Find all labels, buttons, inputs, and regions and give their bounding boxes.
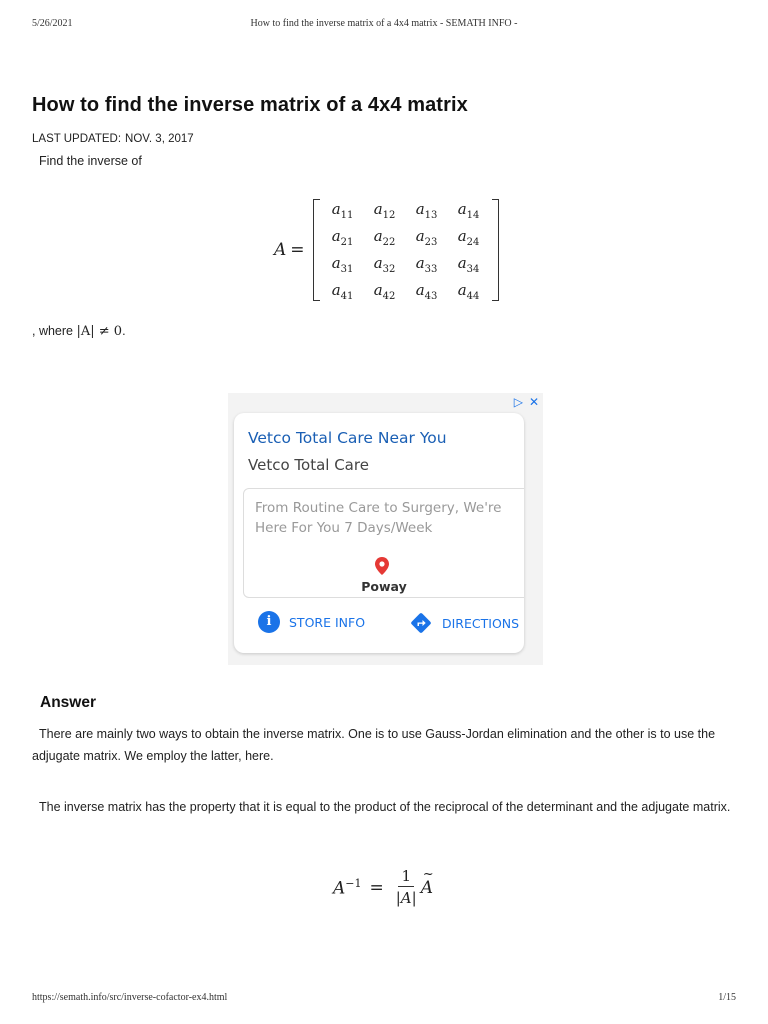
matrix-cell — [364, 196, 406, 223]
matrix-cell-symbol: a — [373, 227, 383, 245]
print-date: 5/26/2021 — [32, 18, 73, 29]
matrix-cell-symbol: a — [373, 254, 383, 272]
paragraph-property: The inverse matrix has the property that it is equal to the product of the reciprocal of the determinant and the adjugate matrix. — [39, 800, 731, 814]
matrix-cell-index: 32 — [382, 264, 396, 275]
formula-fraction — [396, 866, 417, 909]
matrix-grid — [320, 196, 492, 304]
matrix-cell-index: 12 — [382, 210, 396, 221]
print-page-number: 1/15 — [718, 992, 736, 1003]
matrix-lhs — [274, 240, 305, 260]
matrix-cell-index: 41 — [340, 291, 354, 302]
matrix-cell — [406, 196, 448, 223]
matrix-cell — [448, 196, 490, 223]
ad-advertiser: Vetco Total Care — [248, 456, 369, 474]
last-updated — [32, 133, 198, 145]
print-footer — [32, 992, 736, 1006]
store-info-button[interactable] — [258, 611, 365, 633]
print-doc-title: How to find the inverse matrix of a 4x4 matrix - SEMATH INFO - — [250, 18, 518, 29]
matrix-cell — [322, 277, 364, 304]
ad-description-box — [243, 488, 524, 598]
matrix-cell — [448, 250, 490, 277]
matrix-cell-symbol: a — [331, 281, 341, 299]
intro-text: Find the inverse of — [39, 154, 142, 168]
matrix-cell-symbol: a — [331, 200, 341, 218]
answer-heading: Answer — [40, 694, 96, 711]
ad-location: Poway — [361, 579, 407, 594]
matrix-cell — [448, 277, 490, 304]
matrix-cell-symbol: a — [415, 281, 425, 299]
formula-adjugate: ~ A — [421, 878, 433, 898]
print-url: https://semath.info/src/inverse-cofactor-ex4.html — [32, 992, 228, 1003]
matrix-cell-symbol: a — [373, 200, 383, 218]
last-updated-label: LAST UPDATED: — [32, 133, 122, 145]
matrix-cell — [322, 196, 364, 223]
formula-lhs — [333, 877, 362, 899]
matrix-cell — [322, 250, 364, 277]
matrix-equation — [274, 196, 499, 304]
matrix-cell — [364, 223, 406, 250]
where-clause — [32, 324, 126, 339]
matrix-cell — [448, 223, 490, 250]
paragraph-methods: There are mainly two ways to obtain the inverse matrix. One is to use Gauss-Jordan elimination and the other is to use the adjugate matrix. We employ the latter, here. — [32, 727, 716, 763]
directions-icon — [409, 611, 433, 635]
print-header — [32, 18, 736, 32]
formula-numerator: 1 — [398, 866, 414, 887]
matrix-cell-index: 14 — [466, 210, 480, 221]
formula-lhs-exponent: −1 — [345, 876, 362, 890]
article-title: How to find the inverse matrix of a 4x4 matrix — [32, 94, 468, 116]
matrix-cell-index: 22 — [382, 237, 396, 248]
where-text: , where — [32, 324, 73, 338]
directions-label: DIRECTIONS — [442, 615, 520, 631]
matrix-cell-symbol: a — [331, 254, 341, 272]
matrix-cell-index: 33 — [424, 264, 438, 275]
matrix-cell-index: 44 — [466, 291, 480, 302]
close-icon[interactable]: ✕ — [528, 395, 539, 409]
matrix-cell-symbol: a — [415, 227, 425, 245]
matrix-cell-index: 13 — [424, 210, 438, 221]
matrix-cell-symbol: a — [457, 281, 467, 299]
matrix-cell-index: 42 — [382, 291, 396, 302]
matrix-cell-symbol: a — [415, 200, 425, 218]
directions-button[interactable] — [409, 611, 519, 635]
matrix-cell-index: 24 — [466, 237, 480, 248]
formula-denominator: |A| — [395, 889, 417, 907]
matrix-cell-index: 31 — [340, 264, 354, 275]
matrix-cell-symbol: a — [457, 200, 467, 218]
ad-card[interactable] — [234, 413, 524, 653]
matrix-cell-index: 23 — [424, 237, 438, 248]
determinant-condition: |A| ≠ 0 — [76, 324, 123, 339]
matrix-equals-sign: = — [290, 240, 305, 260]
right-bracket — [492, 199, 499, 301]
matrix-cell — [364, 277, 406, 304]
where-end: . — [122, 324, 126, 338]
matrix-cell-symbol: a — [331, 227, 341, 245]
store-info-label: STORE INFO — [289, 614, 366, 630]
matrix-cell-index: 43 — [424, 291, 438, 302]
matrix-cell — [364, 250, 406, 277]
info-icon: i — [258, 611, 280, 633]
matrix-cell-symbol: a — [415, 254, 425, 272]
matrix-cell — [406, 250, 448, 277]
formula-equals: = — [369, 877, 384, 898]
matrix-cell — [406, 223, 448, 250]
map-pin-icon — [375, 557, 389, 575]
matrix-cell-index: 11 — [340, 210, 354, 221]
last-updated-date: NOV. 3, 2017 — [125, 133, 194, 145]
matrix-name: A — [274, 240, 287, 260]
matrix-cell-symbol: a — [373, 281, 383, 299]
matrix-cell-symbol: a — [457, 254, 467, 272]
formula-lhs-var: A — [333, 878, 346, 899]
matrix-cell — [322, 223, 364, 250]
ad-description: From Routine Care to Surgery, We're Here For You 7 Days/Week — [255, 500, 502, 536]
matrix-cell-index: 21 — [340, 237, 354, 248]
left-bracket — [313, 199, 320, 301]
matrix-cell-symbol: a — [457, 227, 467, 245]
ad-headline[interactable]: Vetco Total Care Near You — [248, 429, 447, 447]
ad-controls — [508, 395, 539, 409]
ad-banner[interactable] — [228, 393, 543, 665]
inverse-formula — [333, 866, 433, 909]
adchoices-icon[interactable]: ▷ — [513, 395, 523, 409]
matrix-cell — [406, 277, 448, 304]
matrix-cell-index: 34 — [466, 264, 480, 275]
